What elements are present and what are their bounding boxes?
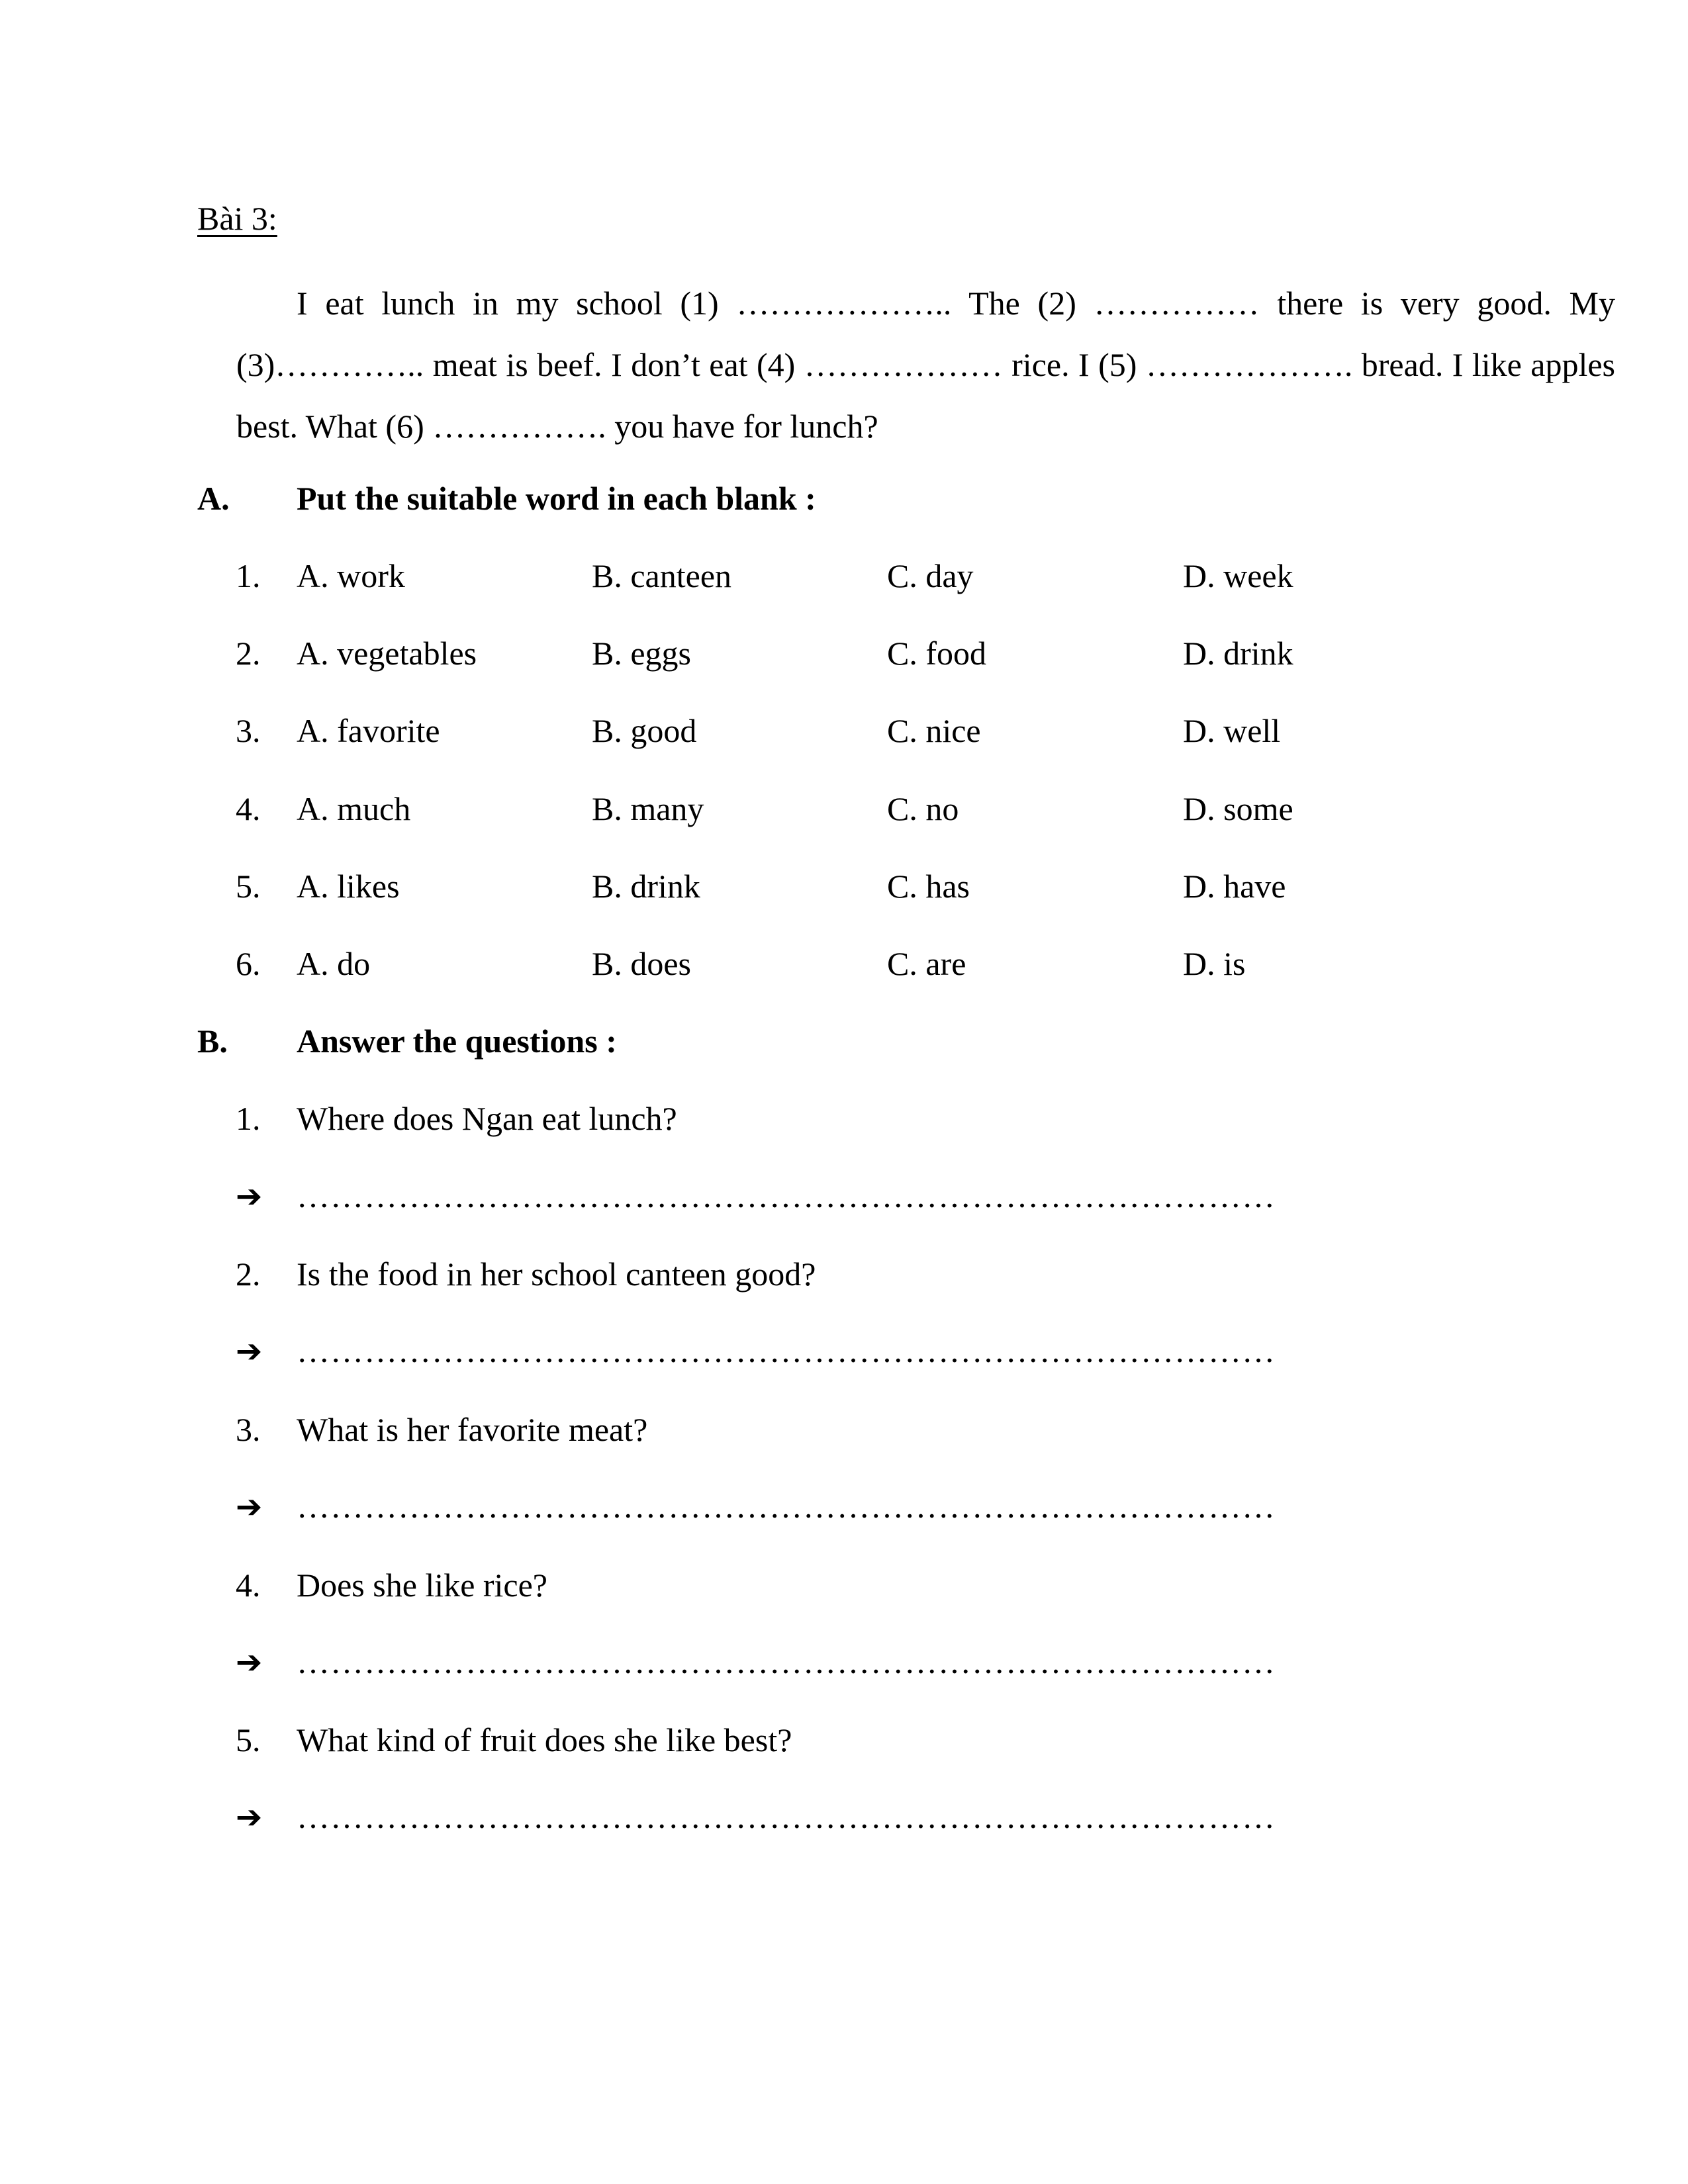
option-b: B. drink <box>592 868 700 905</box>
answer-blank: …………………………………………………………………………… <box>297 1488 1276 1525</box>
item-number: 6. <box>236 945 261 982</box>
option-d: D. some <box>1183 790 1293 827</box>
answer-blank: …………………………………………………………………………… <box>297 1643 1276 1680</box>
question-text: What kind of fruit does she like best? <box>297 1721 792 1758</box>
item-number: 3. <box>236 712 261 749</box>
question-text: Is the food in her school canteen good? <box>297 1255 816 1293</box>
question-text: Does she like rice? <box>297 1567 548 1604</box>
option-d: D. drink <box>1183 635 1293 672</box>
option-c: C. nice <box>887 712 981 749</box>
option-b: B. does <box>592 945 691 982</box>
item-number: 1. <box>236 557 261 594</box>
right-arrow-icon: ➔ <box>236 1488 263 1525</box>
question-number: 2. <box>236 1255 261 1293</box>
option-d: D. week <box>1183 557 1293 594</box>
option-a: A. do <box>297 945 371 982</box>
option-c: C. has <box>887 868 970 905</box>
option-b: B. canteen <box>592 557 732 594</box>
option-a: A. work <box>297 557 405 594</box>
option-c: C. food <box>887 635 986 672</box>
section-b-letter: B. <box>197 1023 228 1060</box>
option-b: B. good <box>592 712 697 749</box>
option-a: A. vegetables <box>297 635 477 672</box>
item-number: 5. <box>236 868 261 905</box>
exercise-title: Bài 3: <box>197 200 277 237</box>
answer-blank: …………………………………………………………………………… <box>297 1332 1276 1369</box>
option-c: C. no <box>887 790 959 827</box>
option-a: A. favorite <box>297 712 440 749</box>
section-b-title: Answer the questions : <box>297 1023 617 1060</box>
option-d: D. well <box>1183 712 1281 749</box>
right-arrow-icon: ➔ <box>236 1799 263 1836</box>
option-c: C. are <box>887 945 966 982</box>
item-number: 2. <box>236 635 261 672</box>
option-b: B. many <box>592 790 704 827</box>
question-number: 5. <box>236 1721 261 1758</box>
option-d: D. is <box>1183 945 1246 982</box>
reading-passage: I eat lunch in my school (1) ……………….. The (2) …………… there is very good. My (3)………….. meat is beef. I don’t eat (4) ……………… rice. I (5) ………………. bread. I like apples best. What (6) ……………. you have for lunch? <box>236 285 1615 445</box>
section-a-letter: A. <box>197 480 230 517</box>
item-number: 4. <box>236 790 261 827</box>
option-d: D. have <box>1183 868 1286 905</box>
answer-blank: …………………………………………………………………………… <box>297 1798 1276 1835</box>
option-b: B. eggs <box>592 635 691 672</box>
question-number: 4. <box>236 1567 261 1604</box>
right-arrow-icon: ➔ <box>236 1644 263 1681</box>
option-a: A. likes <box>297 868 400 905</box>
question-text: What is her favorite meat? <box>297 1411 648 1448</box>
section-a-title: Put the suitable word in each blank : <box>297 480 816 517</box>
question-number: 3. <box>236 1411 261 1448</box>
option-c: C. day <box>887 557 974 594</box>
question-number: 1. <box>236 1100 261 1137</box>
right-arrow-icon: ➔ <box>236 1333 263 1370</box>
question-text: Where does Ngan eat lunch? <box>297 1100 677 1137</box>
right-arrow-icon: ➔ <box>236 1178 263 1215</box>
answer-blank: …………………………………………………………………………… <box>297 1177 1276 1214</box>
option-a: A. much <box>297 790 411 827</box>
